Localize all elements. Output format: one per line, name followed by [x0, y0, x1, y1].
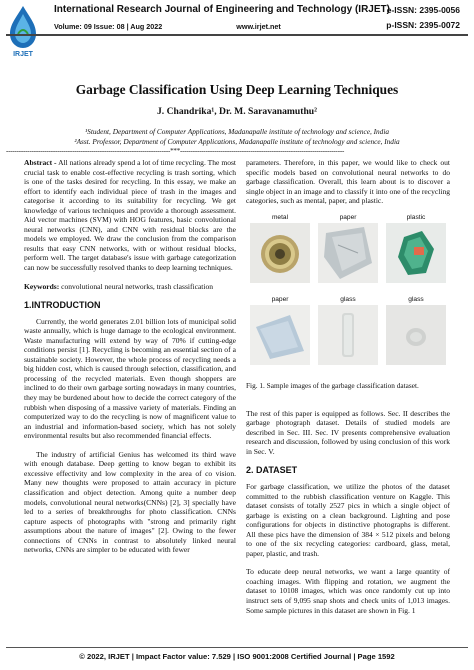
affiliation-1: ¹Student, Department of Computer Applications, Madanapalle institute of technology and science, India [84, 127, 390, 136]
affiliation-2: ²Asst. Professor, Department of Computer Applications, Madanapalle institute of technology and science, India [74, 137, 400, 146]
figure-label: glass [340, 295, 356, 303]
header-divider [6, 34, 468, 36]
paper-authors: J. Chandrika¹, Dr. M. Saravanamuthu² [157, 106, 317, 117]
figure-cell-glass-2 [386, 295, 446, 371]
right-paragraph-1: parameters. Therefore, in this paper, we would like to check out specific models based on convolutional neural networks to do garbage classification. Overall, this learn about is to discover a single object in an image and to classify it into one of the recycling categories, such as mental, paper, and plastic. [246, 158, 450, 206]
sample-images-figure [246, 213, 450, 409]
figure-cell-metal [250, 213, 310, 289]
metal-sample-image [250, 223, 310, 283]
figure-label: glass [408, 295, 424, 303]
paper-sample-image [318, 223, 378, 283]
left-column [24, 158, 236, 555]
eissn: e-ISSN: 2395-0056 [386, 5, 460, 15]
figure-caption: Fig. 1. Sample images of the garbage classification dataset. [246, 380, 419, 390]
glass-sample-image-2 [386, 305, 446, 365]
intro-paragraph-2: The industry of artificial Genius has welcomed its third wave with enough database. Deep getting to know began to exhibit its excessive effectivity and low complexity in the area of co vision. Many new thoughts were proposed to attain accuracy in picture classification and object detection. Among quite a number deep models, convolutional neural networks(CNNs) [2], 3] specially have led to a series of breakthroughs for photo classification. CNNs capture aspects of photographs with "strong and primarily right assumptions about the nature of images" [2]. Owing to the fewer connections of CNNs in contrast to absolutely linked neural networks, CNNs are simpler to be educated with fewer [24, 449, 236, 555]
irjet-logo-icon [6, 4, 40, 58]
footer-divider [6, 647, 468, 648]
journal-url[interactable]: www.irjet.net [236, 22, 281, 31]
volume-issue: Volume: 09 Issue: 08 | Aug 2022 [54, 22, 163, 31]
figure-caption-wrap [246, 379, 450, 391]
glass-sample-image [318, 305, 378, 365]
dataset-heading: 2. DATASET [246, 465, 298, 476]
page-footer: © 2022, IRJET | Impact Factor value: 7.529 | ISO 9001:2008 Certified Journal | Page 1592 [79, 652, 395, 661]
figure-cell-plastic [386, 213, 446, 289]
figure-label: metal [271, 213, 289, 221]
section-separator: -----------------------------------------------------------------------------***----------------------------------------------------------------------------- [6, 147, 345, 155]
figure-cell-paper-2 [250, 295, 310, 371]
dataset-paragraph-2: To educate deep neural networks, we want a large quantity of coaching images. With flipping and rotation, we augment the dataset to 10108 images, which was once randomly cut up into instruct sets of 9,095 snap shots and check units of 1,013 images. Some sample pictures in this dataset are shown in Fig. 1 [246, 567, 450, 615]
plastic-sample-image [386, 223, 446, 283]
abstract-label: Abstract - [24, 158, 57, 167]
intro-heading: 1.INTRODUCTION [24, 300, 101, 311]
abstract [24, 158, 236, 273]
right-paragraph-2: The rest of this paper is equipped as follows. Sec. II describes the garbage photograph dataset. Details of studied models are described in Sec. III. Sec. IV presents comprehensive evaluation research and discussion, followed by using conclusion of this work in Sec. V. [246, 408, 450, 456]
figure-cell-paper [318, 213, 378, 289]
figure-label: plastic [406, 213, 426, 221]
page-header [0, 0, 474, 66]
pissn: p-ISSN: 2395-0072 [386, 20, 460, 30]
logo-text: IRJET [13, 51, 33, 58]
journal-name: International Research Journal of Engineering and Technology (IRJET) [54, 4, 390, 15]
dataset-paragraph-1: For garbage classification, we utilize the photos of the dataset committed to the rubbish classification venture on Kaggle. This dataset consists of totally 2527 pics in which a single object of garbage is existing on a clean background. Lighting and pose configurations for objects in distinctive photographs is different. All these pics have the dimension of 384 × 512 pixels and belong to one of the six recycling categories: cardboard, glass, metal, paper, plastic, and trash. [246, 482, 450, 558]
figure-label: paper [271, 295, 289, 303]
abstract-text: All nations already spend a lot of time recycling. The most crucial task to enable cost-effective recycling is trash sorting, which is one of the tasks desired for recycling. In this essay, we make an effort to identify each individual piece of trash in the images and categorise it according to its suitability for recycling. We get knowledge of various techniques and provide a thorough assessment. Aid vector machines (SVM) with HOG features, basic convolutional neural networks (CNN), and CNN with residual blocks are the models we employed. We draw the conclusion from the comparison results that easy CNN networks, with or without residual blocks, perform well. The target database's issue with garbage categorization can now be successfully resolved thanks to deep learning techniques. [24, 158, 236, 273]
keywords [24, 282, 236, 292]
right-column [246, 158, 450, 615]
paper-title: Garbage Classification Using Deep Learning Techniques [75, 82, 399, 97]
figure-label: paper [339, 213, 357, 221]
keywords-text: convolutional neural networks, trash classification [59, 281, 214, 291]
paper-sample-image-2 [250, 305, 310, 365]
volume-line [54, 22, 281, 31]
figure-cell-glass [318, 295, 378, 371]
keywords-label: Keywords: [24, 281, 60, 291]
intro-paragraph-1: Currently, the world generates 2.01 billion lots of municipal solid waste annually, which is huge damage to the ecological environment. Waste manufacturing will extend by way of 70% if cutting-edge conditions persist [1]. Recycling is becoming an essential section of a sustainable society. However, the whole process of recycling needs a big hidden cost, which is caused through selection, classification, and processing of the recycled materials. Even though shoppers are inclined to do their own garbage sorting nowadays in many countries, they may be burdened about how to decide the correct category of the rubbish when disposing of a massive variety of materials. Finding an computerized way to do the recycling is now of magnificent value to an industrial and information-based society, which has not solely environmental results but also recommended financial effects. [24, 316, 236, 441]
